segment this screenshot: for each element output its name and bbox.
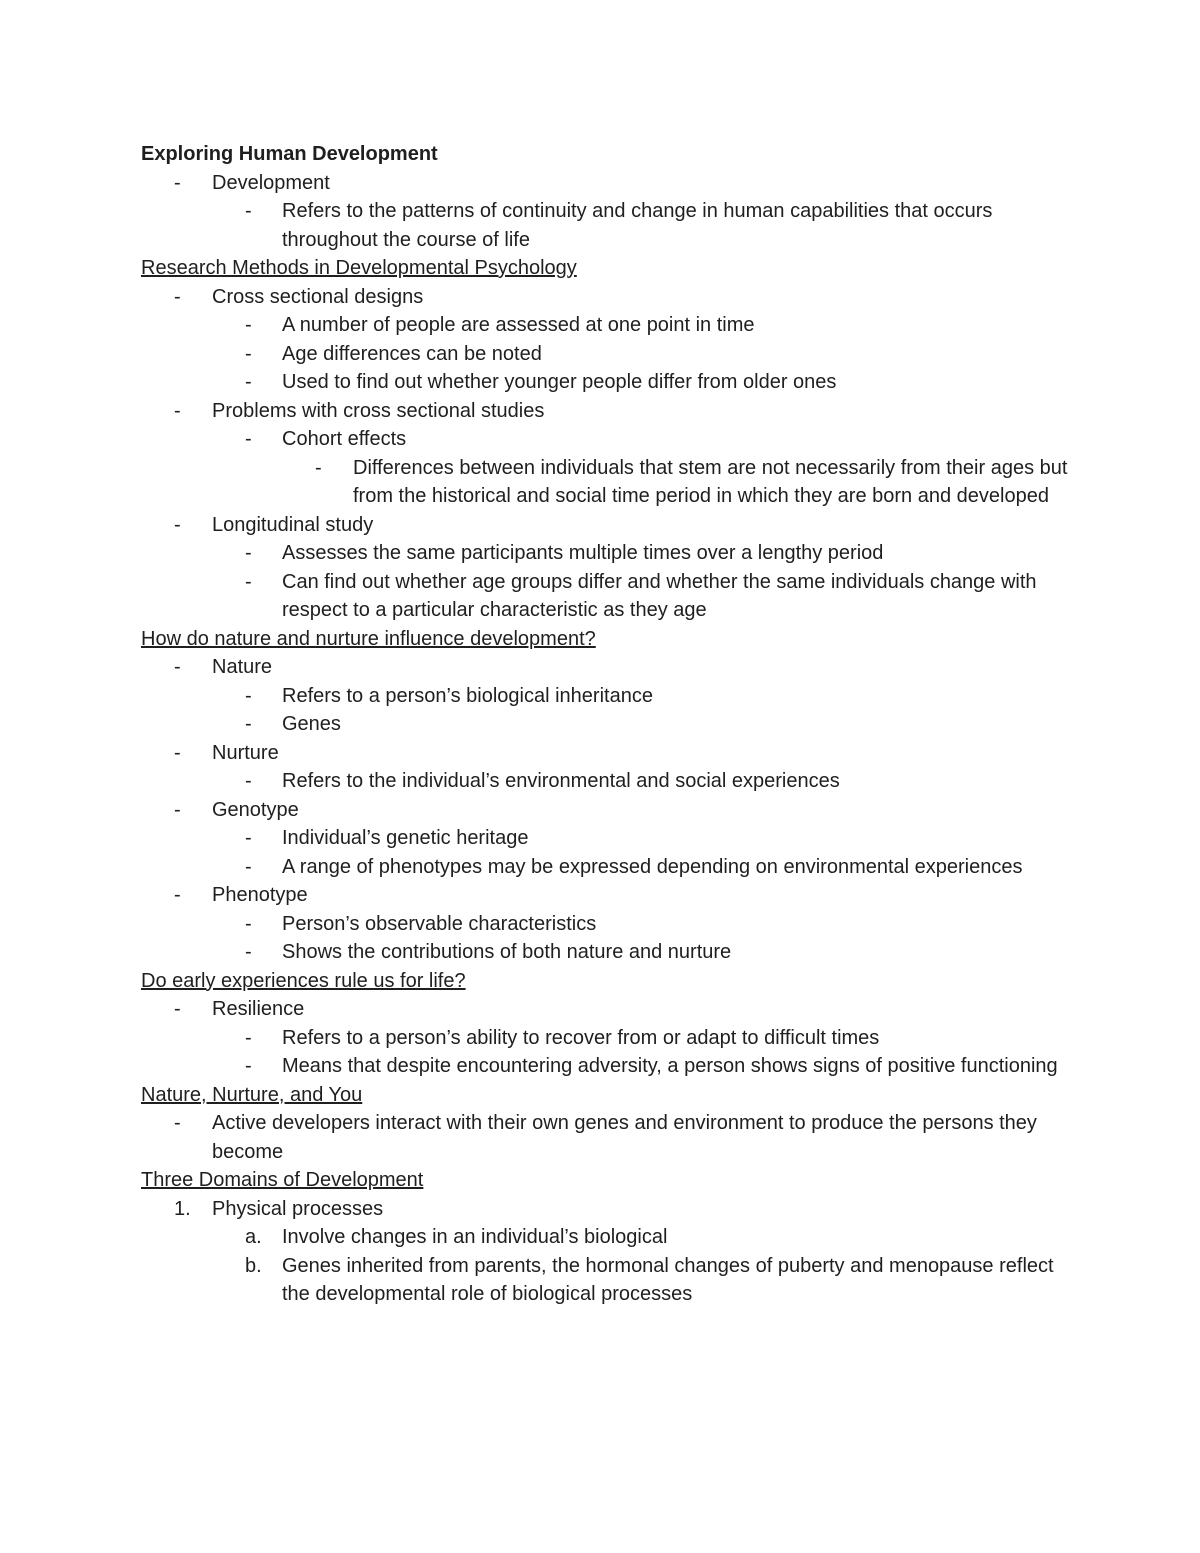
list-marker: - — [245, 684, 252, 707]
list-item — [141, 710, 1071, 739]
list-item-text: Involve changes in an individual’s biological — [282, 1226, 668, 1248]
list-marker: - — [174, 399, 181, 422]
section-heading: Research Methods in Developmental Psychology — [141, 257, 577, 279]
section-heading: Three Domains of Development — [141, 1169, 424, 1191]
list-item-text: Development — [212, 171, 330, 194]
list-marker: - — [174, 741, 181, 764]
list-item — [141, 340, 1071, 369]
list-item-text: Genes — [282, 713, 341, 735]
list-marker: - — [174, 884, 181, 906]
list-item — [141, 197, 1071, 254]
list-marker: - — [245, 314, 252, 336]
list-item — [141, 938, 1071, 967]
list-marker: a. — [245, 1226, 262, 1248]
section-heading: How do nature and nurture influence development? — [141, 627, 596, 650]
list-marker: - — [245, 342, 252, 365]
list-item — [141, 283, 1071, 312]
list-item-text: Resilience — [212, 998, 305, 1020]
list-item — [141, 739, 1071, 768]
list-item-text: Means that despite encountering adversity, a person shows signs of positive functioning — [282, 1055, 1058, 1077]
list-marker: - — [245, 371, 252, 393]
list-item — [141, 539, 1071, 568]
list-item-text: Nurture — [212, 741, 279, 764]
list-marker: - — [174, 656, 181, 678]
section-heading: Nature, Nurture, and You — [141, 1083, 363, 1106]
list-marker: - — [245, 827, 252, 849]
list-item-text: Genes inherited from parents, the hormonal changes of puberty and menopause reflect the developmental role of biological processes — [282, 1254, 1054, 1305]
list-item-text: Phenotype — [212, 884, 308, 906]
list-marker: - — [245, 570, 252, 593]
list-item-text: Can find out whether age groups differ and whether the same individuals change with respect to a particular characteristic as they age — [282, 570, 1037, 621]
list-marker: - — [174, 285, 181, 308]
list-item — [141, 796, 1071, 825]
list-item-text: Refers to a person’s ability to recover from or adapt to difficult times — [282, 1026, 880, 1049]
list-marker: - — [174, 171, 181, 194]
list-item-text: Refers to the individual’s environmental and social experiences — [282, 770, 840, 792]
list-marker: - — [245, 1055, 252, 1077]
list-item — [141, 1223, 1071, 1252]
list-item-text: Refers to a person’s biological inheritance — [282, 684, 653, 707]
list-item — [141, 995, 1071, 1024]
list-item-text: Assesses the same participants multiple times over a lengthy period — [282, 542, 884, 564]
list-item — [141, 881, 1071, 910]
list-item — [141, 454, 1071, 511]
list-item — [141, 1052, 1071, 1081]
list-marker: - — [245, 542, 252, 564]
list-marker: - — [245, 770, 252, 792]
list-marker: 1. — [174, 1197, 191, 1220]
list-item-text: Cohort effects — [282, 428, 407, 450]
list-item — [141, 767, 1071, 796]
list-item-text: Individual’s genetic heritage — [282, 827, 529, 849]
list-item-text: Refers to the patterns of continuity and change in human capabilities that occurs throughout the course of life — [282, 200, 993, 251]
list-marker: - — [245, 713, 252, 735]
list-item-text: Shows the contributions of both nature and nurture — [282, 941, 732, 963]
list-item — [141, 682, 1071, 711]
list-marker: - — [245, 912, 252, 935]
list-item — [141, 169, 1071, 198]
list-item — [141, 568, 1071, 625]
list-marker: - — [174, 998, 181, 1020]
list-item-text: Physical processes — [212, 1197, 384, 1220]
list-item-text: Used to find out whether younger people differ from older ones — [282, 371, 837, 393]
list-item-text: Problems with cross sectional studies — [212, 399, 545, 422]
list-item-text: Age differences can be noted — [282, 342, 542, 365]
list-item-text: Cross sectional designs — [212, 285, 424, 308]
list-item-text: A range of phenotypes may be expressed depending on environmental experiences — [282, 855, 1023, 878]
list-item — [141, 1024, 1071, 1053]
list-item-text: Active developers interact with their own genes and environment to produce the persons they become — [212, 1112, 1037, 1163]
list-marker: - — [245, 855, 252, 878]
list-marker: b. — [245, 1254, 262, 1277]
list-marker: - — [174, 798, 181, 821]
list-item-text: A number of people are assessed at one point in time — [282, 314, 755, 336]
document-body — [141, 169, 1071, 1309]
list-marker: - — [245, 200, 252, 222]
list-marker: - — [245, 941, 252, 963]
list-item — [141, 824, 1071, 853]
list-item-text: Longitudinal study — [212, 513, 374, 536]
list-item — [141, 397, 1071, 426]
section-heading: Do early experiences rule us for life? — [141, 969, 466, 992]
list-item — [141, 1195, 1071, 1224]
list-marker: - — [174, 1112, 181, 1134]
list-marker: - — [174, 513, 181, 536]
list-item — [141, 910, 1071, 939]
list-item — [141, 425, 1071, 454]
list-item-text: Nature — [212, 656, 273, 678]
list-item-text: Genotype — [212, 798, 299, 821]
list-marker: - — [245, 428, 252, 450]
list-item-text: Differences between individuals that stem are not necessarily from their ages but from the historical and social time period in which they are born and developed — [353, 456, 1068, 507]
list-item — [141, 311, 1071, 340]
list-marker: - — [245, 1026, 252, 1049]
list-item — [141, 368, 1071, 397]
list-item — [141, 511, 1071, 540]
list-item — [141, 1252, 1071, 1309]
document-page — [141, 140, 1071, 1309]
list-marker: - — [315, 456, 322, 479]
list-item — [141, 653, 1071, 682]
document-title: Exploring Human Development — [141, 143, 438, 165]
list-item — [141, 853, 1071, 882]
list-item — [141, 1109, 1071, 1166]
list-item-text: Person’s observable characteristics — [282, 912, 597, 935]
